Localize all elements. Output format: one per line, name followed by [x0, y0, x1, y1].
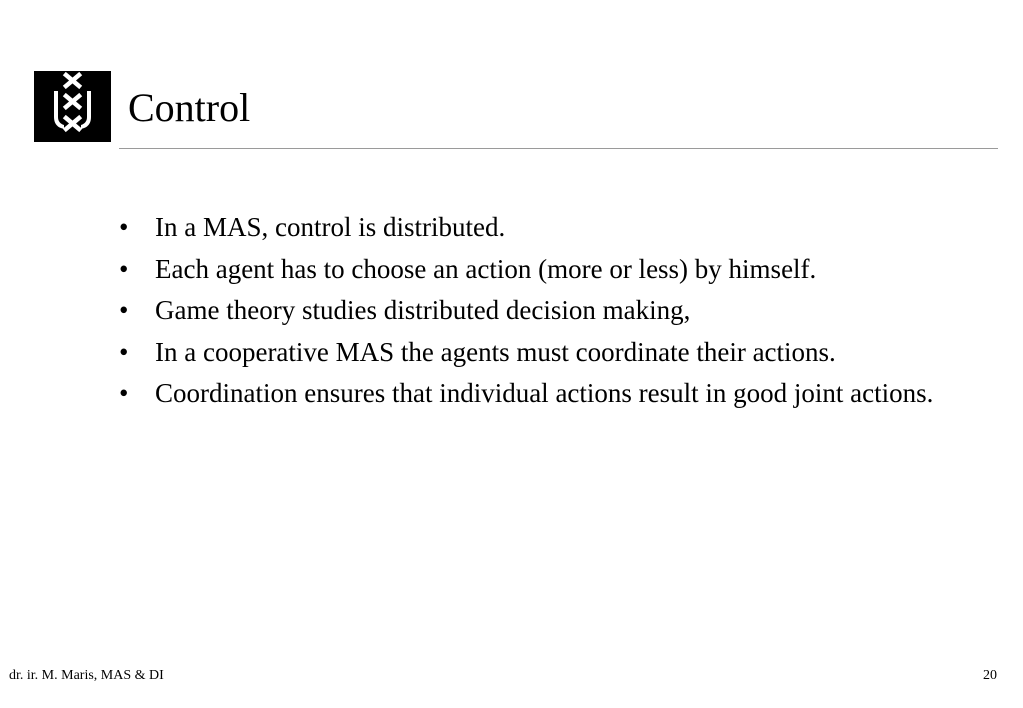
bullet-item [118, 252, 978, 286]
bullet-text: Coordination ensures that individual actions result in good joint actions. [155, 378, 934, 408]
bullet-text: Game theory studies distributed decision making, [155, 295, 691, 325]
university-crest-icon [34, 71, 111, 142]
bullet-item [118, 210, 978, 244]
bullet-item [118, 293, 978, 327]
bullet-list [118, 210, 978, 418]
bullet-marker: • [119, 253, 129, 284]
title-divider [119, 148, 998, 149]
bullet-marker: • [119, 336, 129, 367]
bullet-item [118, 335, 978, 369]
page-number: 20 [983, 668, 997, 683]
bullet-text: In a MAS, control is distributed. [155, 212, 506, 242]
bullet-text: In a cooperative MAS the agents must coordinate their actions. [155, 336, 836, 367]
bullet-text: Each agent has to choose an action (more or less) by himself. [155, 253, 817, 284]
bullet-marker: • [119, 378, 129, 408]
bullet-marker: • [119, 295, 129, 325]
bullet-item [118, 376, 978, 410]
footer-author: dr. ir. M. Maris, MAS & DI [9, 668, 164, 683]
slide-title: Control [128, 85, 251, 130]
bullet-marker: • [119, 212, 129, 242]
